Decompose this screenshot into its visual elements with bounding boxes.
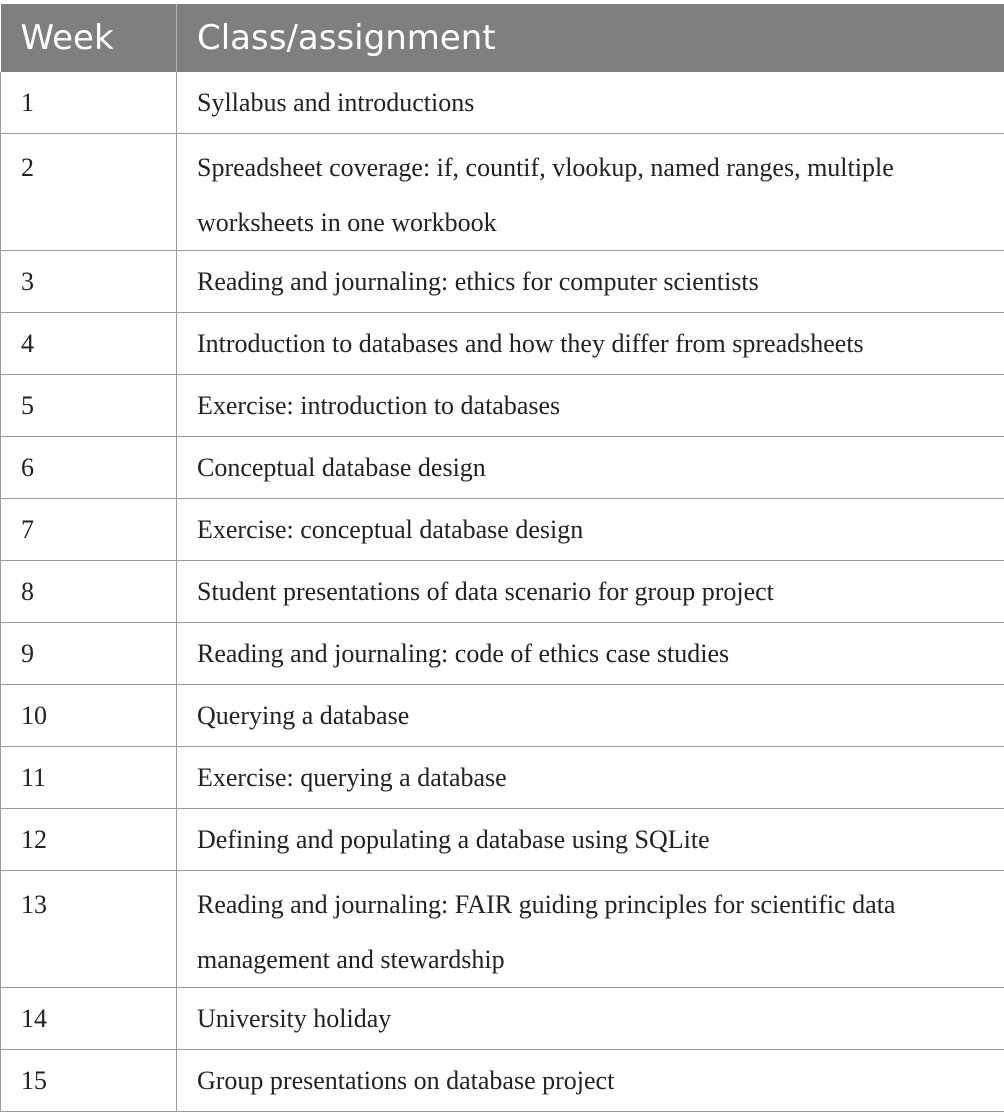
week-cell: 11 — [1, 747, 177, 809]
table-row — [1, 1050, 1004, 1112]
class-cell: University holiday — [177, 988, 1004, 1050]
table-row — [1, 134, 1004, 251]
table-row — [1, 72, 1004, 134]
week-cell: 13 — [1, 871, 177, 988]
class-cell: Reading and journaling: ethics for computer scientists — [177, 251, 1004, 313]
table-row — [1, 747, 1004, 809]
class-cell: Introduction to databases and how they differ from spreadsheets — [177, 313, 1004, 375]
week-cell: 4 — [1, 313, 177, 375]
class-cell: Querying a database — [177, 685, 1004, 747]
table-row — [1, 313, 1004, 375]
week-cell: 3 — [1, 251, 177, 313]
class-cell: Conceptual database design — [177, 437, 1004, 499]
column-header-week: Week — [1, 4, 177, 72]
week-cell: 12 — [1, 809, 177, 871]
header-row — [1, 4, 1004, 72]
table-row — [1, 251, 1004, 313]
course-schedule-table — [0, 4, 1004, 1112]
table-row — [1, 871, 1004, 988]
table-row — [1, 375, 1004, 437]
week-cell: 14 — [1, 988, 177, 1050]
class-cell: Reading and journaling: FAIR guiding principles for scientific data management and stewardship — [177, 871, 1004, 988]
class-cell: Syllabus and introductions — [177, 72, 1004, 134]
week-cell: 5 — [1, 375, 177, 437]
week-cell: 2 — [1, 134, 177, 251]
table-row — [1, 988, 1004, 1050]
table-row — [1, 561, 1004, 623]
week-cell: 9 — [1, 623, 177, 685]
week-cell: 1 — [1, 72, 177, 134]
class-cell: Exercise: introduction to databases — [177, 375, 1004, 437]
week-cell: 6 — [1, 437, 177, 499]
table-body — [1, 72, 1004, 1112]
week-cell: 8 — [1, 561, 177, 623]
class-cell: Exercise: querying a database — [177, 747, 1004, 809]
class-cell: Group presentations on database project — [177, 1050, 1004, 1112]
table-row — [1, 623, 1004, 685]
table-row — [1, 499, 1004, 561]
class-cell: Reading and journaling: code of ethics case studies — [177, 623, 1004, 685]
class-cell: Exercise: conceptual database design — [177, 499, 1004, 561]
column-header-class-assignment: Class/assignment — [177, 4, 1004, 72]
class-cell: Spreadsheet coverage: if, countif, vlookup, named ranges, multiple worksheets in one workbook — [177, 134, 1004, 251]
week-cell: 15 — [1, 1050, 177, 1112]
table-row — [1, 685, 1004, 747]
week-cell: 7 — [1, 499, 177, 561]
class-cell: Student presentations of data scenario for group project — [177, 561, 1004, 623]
table-row — [1, 809, 1004, 871]
week-cell: 10 — [1, 685, 177, 747]
table-header — [1, 4, 1004, 72]
class-cell: Defining and populating a database using SQLite — [177, 809, 1004, 871]
table-row — [1, 437, 1004, 499]
